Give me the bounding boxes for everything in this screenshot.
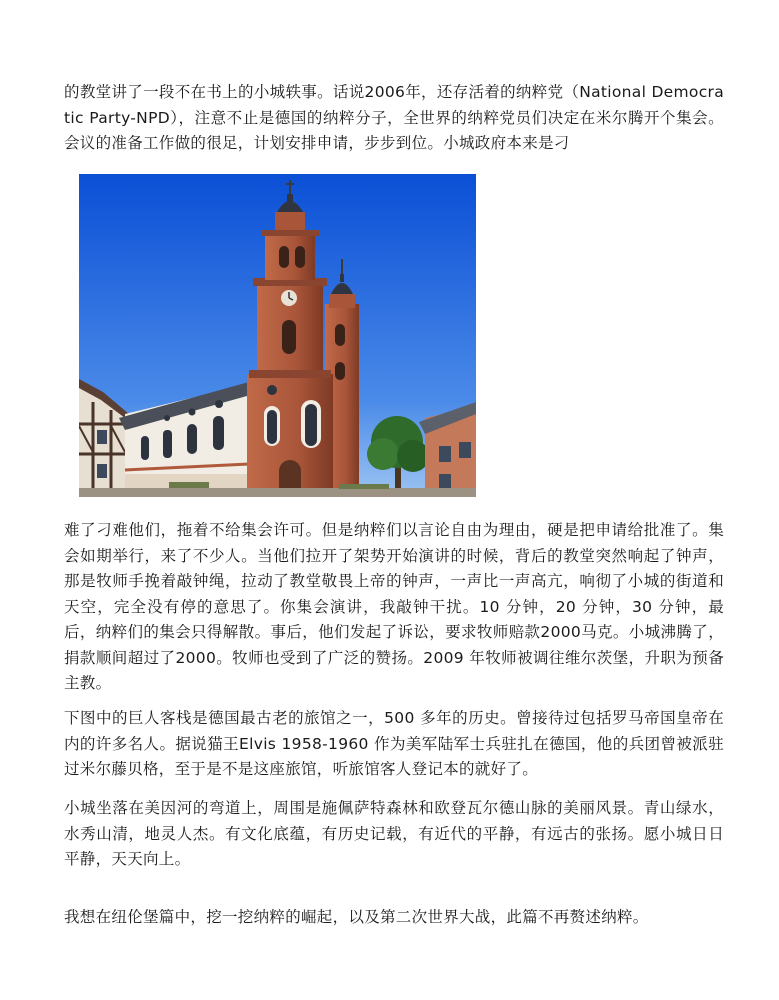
article-paragraph-2: 难了刁难他们，拖着不给集会许可。但是纳粹们以言论自由为理由，硬是把申请给批准了。集会如期举行，来了不少人。当他们拉开了架势开始演讲的时候，背后的教堂突然响起了钟声，那是牧师手挽着敲钟绳，拉动了教堂敬畏上帝的钟声，一声比一声高亢，响彻了小城的街道和天空，完全没有停的意思了。你集会演讲，我敲钟干扰。10 分钟，20 分钟，30 分钟，最后，纳粹们的集会只得解散。事后，他们发起了诉讼，要求牧师赔款2000马克。小城沸腾了，捐款顺间超过了2000。牧师也受到了广泛的赞扬。2009 年牧师被调往维尔茨堡，升职为预备主教。: [64, 521, 724, 692]
article-paragraph-4: 小城坐落在美因河的弯道上，周围是施佩萨特森林和欧登瓦尔德山脉的美丽风景。青山绿水，水秀山清，地灵人杰。有文化底蕴，有历史记载，有近代的平静，有远古的张扬。愿小城日日平静，天天向上。: [64, 799, 724, 868]
article-paragraph-5: 我想在纽伦堡篇中，挖一挖纳粹的崛起，以及第二次世界大战，此篇不再赘述纳粹。: [64, 908, 649, 926]
article-paragraph-1: 的教堂讲了一段不在书上的小城轶事。话说2006年，还存活着的纳粹党（National Democratic Party-NPD），注意不止是德国的纳粹分子，全世界的纳粹党员们决定在米尔腾开个集会。会议的准备工作做的很足，计划安排申请，步步到位。小城政府本来是刁: [64, 83, 724, 152]
church-photo: [79, 174, 476, 497]
article-paragraph-3: 下图中的巨人客栈是德国最古老的旅馆之一，500 多年的历史。曾接待过包括罗马帝国皇帝在内的许多名人。据说猫王Elvis 1958-1960 作为美军陆军士兵驻扎在德国，他的兵团曾被派驻过米尔藤贝格，至于是不是这座旅馆，听旅馆客人登记本的就好了。: [64, 709, 724, 778]
